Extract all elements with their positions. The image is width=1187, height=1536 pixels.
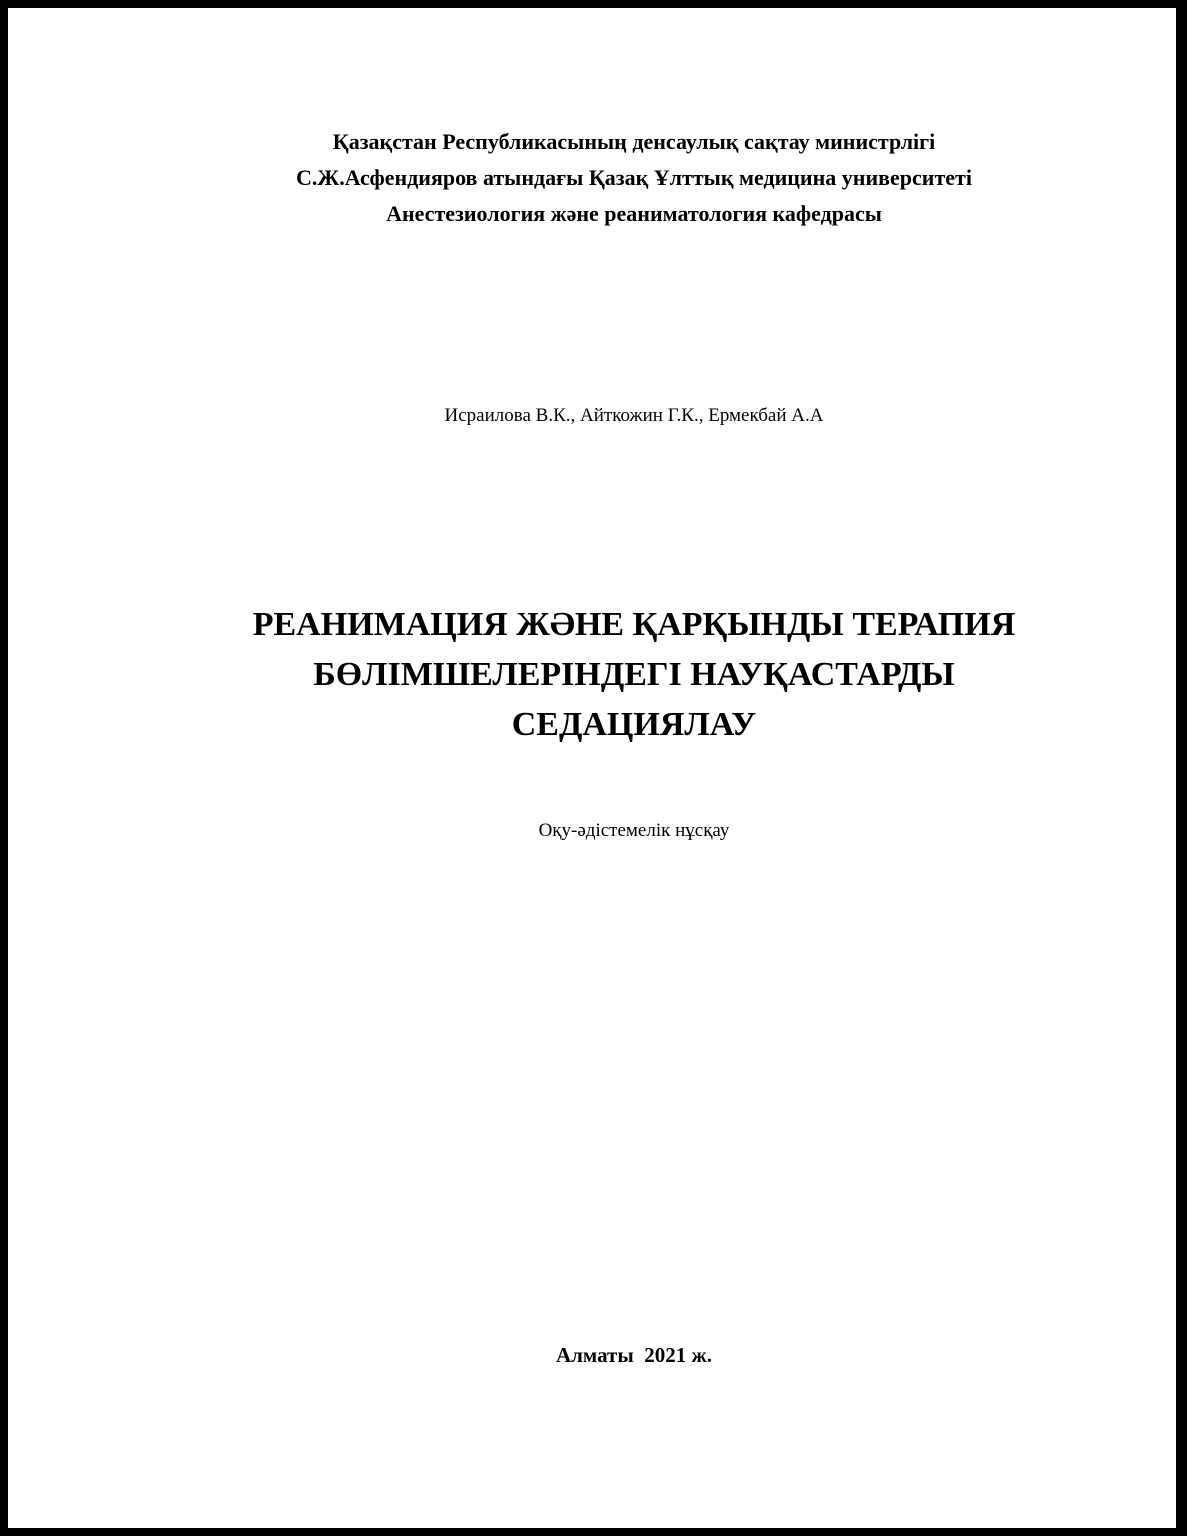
title-line-1: РЕАНИМАЦИЯ ЖӘНЕ ҚАРҚЫНДЫ ТЕРАПИЯ [252,606,1016,643]
university-name: С.Ж.Асфендияров атындағы Қазақ Ұлттық медицина университеті [296,165,972,190]
department-name: Анестезиология және реаниматология кафедрасы [386,201,882,226]
title-line-2: БӨЛІМШЕЛЕРІНДЕГІ НАУҚАСТАРДЫ [313,656,955,693]
document-type: Оқу-әдістемелік нұсқау [538,820,730,841]
ministry-name: Қазақстан Республикасының денсаулық сақтау министрлігі [332,129,936,154]
place-year: Алматы 2021 ж. [555,1343,712,1367]
document-title [8,600,1187,750]
institution-header [8,124,1187,232]
title-line-3: СЕДАЦИЯЛАУ [511,706,757,743]
authors: Исраилова В.К., Айткожин Г.К., Ермекбай А.А [444,405,824,426]
document-page [8,8,1176,1528]
